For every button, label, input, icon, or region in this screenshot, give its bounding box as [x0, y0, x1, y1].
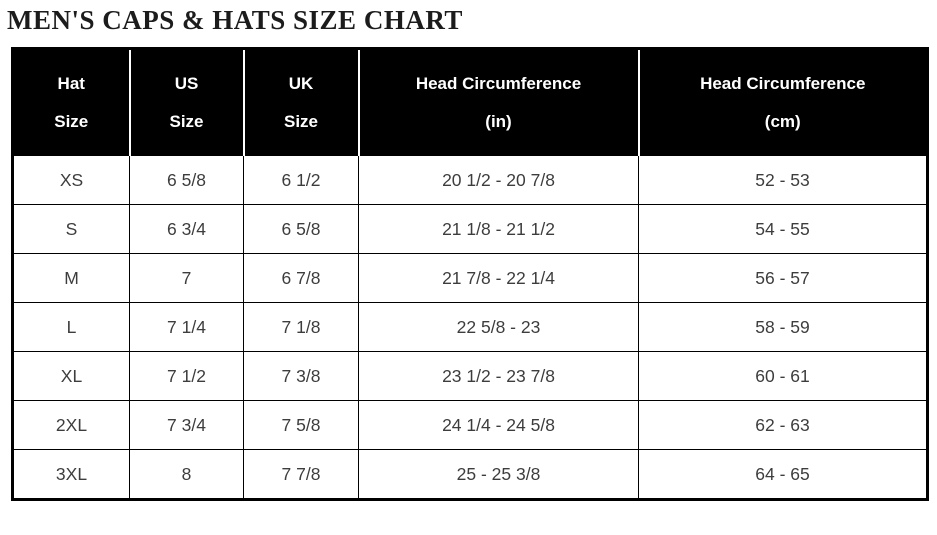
header-uk-size-line2: Size: [283, 111, 319, 131]
cell-uk-size: 7 7/8: [244, 450, 359, 500]
cell-circumference-in: 24 1/4 - 24 5/8: [359, 401, 639, 450]
cell-hat-size: 2XL: [13, 401, 130, 450]
header-row: [13, 49, 928, 156]
cell-circumference-cm: 52 - 53: [639, 156, 928, 205]
size-chart-table: [11, 47, 929, 501]
cell-hat-size: L: [13, 303, 130, 352]
header-uk-size-line1: UK: [288, 73, 314, 93]
cell-circumference-in: 21 7/8 - 22 1/4: [359, 254, 639, 303]
cell-us-size: 8: [130, 450, 244, 500]
cell-hat-size: M: [13, 254, 130, 303]
cell-hat-size: XS: [13, 156, 130, 205]
header-hat-size-line2: Size: [54, 111, 89, 131]
cell-circumference-cm: 56 - 57: [639, 254, 928, 303]
header-us-size-line2: Size: [169, 111, 204, 131]
cell-uk-size: 6 1/2: [244, 156, 359, 205]
cell-circumference-cm: 62 - 63: [639, 401, 928, 450]
cell-us-size: 7 1/2: [130, 352, 244, 401]
cell-circumference-in: 22 5/8 - 23: [359, 303, 639, 352]
header-hat-size-line1: Hat: [57, 73, 85, 93]
table-row: [13, 156, 928, 205]
header-hat-size: [13, 49, 130, 156]
header-circumference-in: [359, 49, 639, 156]
cell-circumference-in: 21 1/8 - 21 1/2: [359, 205, 639, 254]
cell-uk-size: 7 5/8: [244, 401, 359, 450]
header-circumference-in-line2: (in): [485, 111, 512, 131]
table-row: [13, 401, 928, 450]
cell-uk-size: 6 5/8: [244, 205, 359, 254]
table-row: [13, 205, 928, 254]
cell-circumference-in: 20 1/2 - 20 7/8: [359, 156, 639, 205]
cell-us-size: 7: [130, 254, 244, 303]
header-uk-size: [244, 49, 359, 156]
cell-hat-size: S: [13, 205, 130, 254]
table-header: [13, 49, 928, 156]
cell-uk-size: 6 7/8: [244, 254, 359, 303]
header-circumference-in-line1: Head Circumference: [415, 73, 582, 93]
header-circumference-cm-line2: (cm): [764, 111, 801, 131]
page-title: MEN'S CAPS & HATS SIZE CHART: [7, 5, 463, 35]
cell-circumference-cm: 54 - 55: [639, 205, 928, 254]
cell-circumference-in: 25 - 25 3/8: [359, 450, 639, 500]
cell-hat-size: XL: [13, 352, 130, 401]
cell-uk-size: 7 1/8: [244, 303, 359, 352]
cell-circumference-in: 23 1/2 - 23 7/8: [359, 352, 639, 401]
cell-us-size: 7 1/4: [130, 303, 244, 352]
cell-us-size: 7 3/4: [130, 401, 244, 450]
header-circumference-cm: [639, 49, 928, 156]
table-row: [13, 254, 928, 303]
table-row: [13, 352, 928, 401]
cell-us-size: 6 3/4: [130, 205, 244, 254]
cell-us-size: 6 5/8: [130, 156, 244, 205]
table-row: [13, 303, 928, 352]
table-row: [13, 450, 928, 500]
header-us-size-line1: US: [174, 73, 199, 93]
cell-circumference-cm: 64 - 65: [639, 450, 928, 500]
cell-circumference-cm: 60 - 61: [639, 352, 928, 401]
header-circumference-cm-line1: Head Circumference: [700, 73, 866, 93]
cell-uk-size: 7 3/8: [244, 352, 359, 401]
cell-circumference-cm: 58 - 59: [639, 303, 928, 352]
table-body: [13, 156, 928, 500]
header-us-size: [130, 49, 244, 156]
cell-hat-size: 3XL: [13, 450, 130, 500]
